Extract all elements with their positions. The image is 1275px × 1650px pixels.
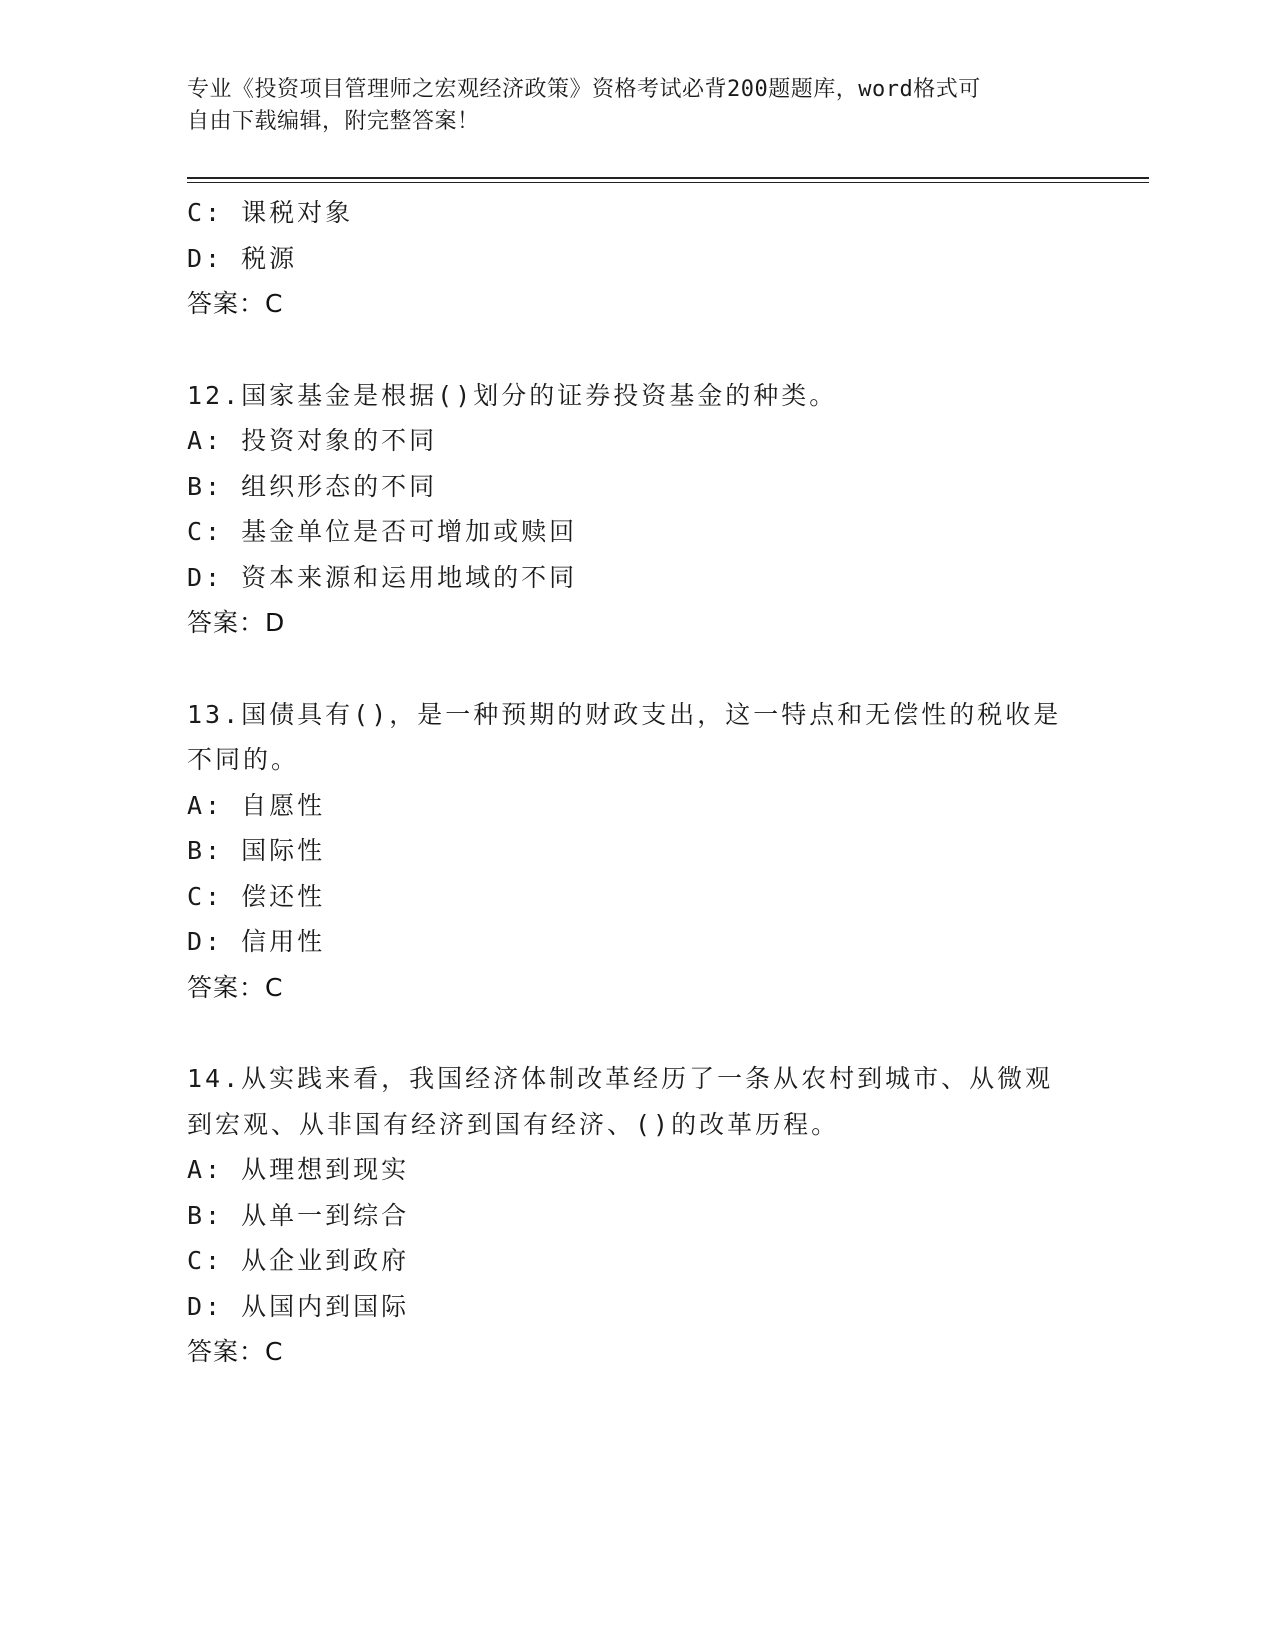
header-rule-thick xyxy=(187,177,1149,179)
option-a: A: 投资对象的不同 xyxy=(187,426,438,455)
question-block-13 xyxy=(187,692,1087,1011)
spacer xyxy=(187,646,1087,692)
spacer xyxy=(187,327,1087,373)
option-a: A: 从理想到现实 xyxy=(187,1155,410,1184)
question-list xyxy=(187,190,1087,1375)
option-d: D: 税源 xyxy=(187,243,298,273)
question-block-11 xyxy=(187,190,1087,327)
option-b: B: 组织形态的不同 xyxy=(187,471,438,501)
option-b: B: 国际性 xyxy=(187,836,326,865)
option-b: B: 从单一到综合 xyxy=(187,1200,410,1230)
answer-line: 答案：C xyxy=(187,972,284,1002)
header-rule-thin xyxy=(187,182,1149,183)
header-line-2: 自由下载编辑，附完整答案！ xyxy=(187,109,480,134)
header-line-1: 专业《投资项目管理师之宏观经济政策》资格考试必背200题题库，word格式可 xyxy=(187,77,981,102)
answer-line: 答案：D xyxy=(187,608,286,637)
option-a: A: 自愿性 xyxy=(187,790,326,820)
option-c: C: 从企业到政府 xyxy=(187,1246,410,1275)
page-header xyxy=(187,74,1067,138)
question-stem: 14.从实践来看，我国经济体制改革经历了一条从农村到城市、从微观到宏观、从非国有经济到国有经济、()的改革历程。 xyxy=(187,1064,1054,1139)
option-d: D: 资本来源和运用地域的不同 xyxy=(187,562,578,592)
question-stem: 13.国债具有()，是一种预期的财政支出，这一特点和无偿性的税收是不同的。 xyxy=(187,699,1062,774)
option-d: D: 从国内到国际 xyxy=(187,1291,410,1321)
option-c: C: 课税对象 xyxy=(187,198,354,227)
question-block-12 xyxy=(187,373,1087,646)
spacer xyxy=(187,1010,1087,1056)
answer-line: 答案：C xyxy=(187,289,284,318)
question-block-14 xyxy=(187,1056,1087,1375)
answer-line: 答案：C xyxy=(187,1337,284,1366)
question-stem: 12.国家基金是根据()划分的证券投资基金的种类。 xyxy=(187,380,838,410)
option-c: C: 基金单位是否可增加或赎回 xyxy=(187,517,578,546)
option-c: C: 偿还性 xyxy=(187,881,326,911)
option-d: D: 信用性 xyxy=(187,927,326,956)
